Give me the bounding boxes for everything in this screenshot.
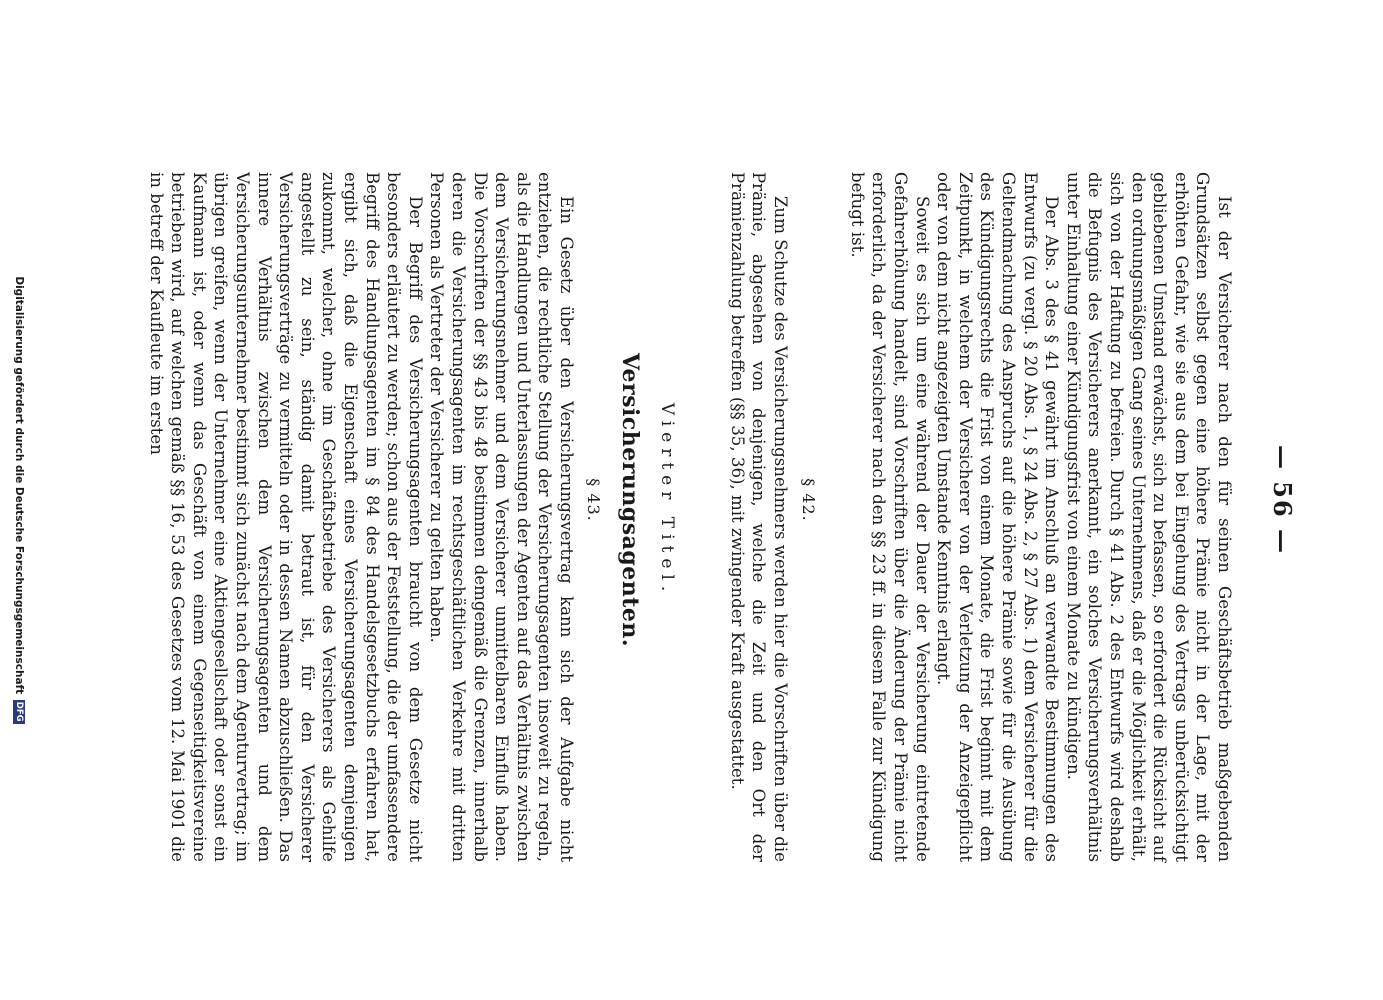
digitization-footer [13, 0, 25, 1000]
title-label: Vierter Titel. [657, 402, 677, 598]
dfg-logo: DFG [14, 701, 24, 722]
paragraph: Ist der Versicherer nach den für seinen Geschäftsbetrieb maßgebenden Grundsätzen selbst gegen eine höhere Prämie nicht in der Lage, mit der erhöhten Gefahr, wie sie aus dem bei Eingehung des Vertrags unberücksichtigt gebliebenen Umstand erwächst, sich zu befassen, so erfordert die Rücksicht auf den ordnungsmäßigen Gang seines Unternehmens, daß er die Möglichkeit erhält, sich von der Haftung zu befreien. Durch § 41 Abs. 2 des Entwurfs wird deshalb die Befugnis des Versicherers anerkannt, ein solches Versicherungsverhältnis unter Einhaltung einer Kündigungsfrist von einem Monate zu kündigen. [1063, 172, 1234, 862]
page-number: — 56 — [1268, 444, 1297, 556]
text-block-top [846, 172, 1235, 862]
text-block-middle [726, 172, 791, 862]
paragraph: Soweit es sich um eine während der Dauer der Versicherung eintretende Gefahrerhöhung handelt, sind Vorschriften über die Änderung der Prämie nicht erforderlich, da der Versicherer nach den §§ 23 ff. in diesem Falle zur Kündigung befugt ist. [847, 172, 932, 862]
paragraph: Der Begriff des Versicherungsagenten braucht von dem Gesetze nicht besonders erläutert zu werden; schon aus der Feststellung, die der umfassendere Begriff des Handlungsagenten im § 84 des Handelsgesetzbuchs erfahren hat, ergibt sich, daß die Eigenschaft eines Versicherungsagenten demjenigen zukommt, welcher, ohne im Geschäftsbetriebe des Versicherers als Gehilfe angestellt zu sein, ständig damit betraut ist, für den Versicherer Versicherungsverträge zu vermitteln oder in dessen Namen abzuschließen. Das innere Verhältnis zwischen dem Versicherungsagenten und dem Versicherungsunternehmer bestimmt sich zunächst nach dem Agenturvertrag; im übrigen greifen, wenn der Unternehmer eine Aktiengesellschaft oder sonst ein Kaufmann ist, oder wenn das Geschäft von einem Gegenseitigkeitsvereine betrieben wird, auf welchen gemäß §§ 16, 53 des Gesetzes vom 12. Mai 1901 die in betreff der Kaufleute im ersten [146, 172, 425, 862]
section-heading-43: § 43. [584, 478, 603, 522]
footer-text: Digitalisierung gefördert durch die Deutsche Forschungsgemeinschaft [13, 276, 25, 695]
paragraph: Der Abs. 3 des § 41 gewährt im Anschluß an verwandte Bestimmungen des Entwurfs (zu vergl. § 20 Abs. 1, § 24 Abs. 2, § 27 Abs. 1) dem Versicherer für die Geltendmachung des Anspruchs auf die höhere Prämie sowie für die Ausübung des Kündigungsrechts die Frist von einem Monate, die Frist beginnt mit dem Zeitpunkt, in welchem der Versicherer von der Verletzung der Anzeigepflicht oder von dem nicht angezeigten Umstande Kenntnis erlangt. [934, 172, 1062, 862]
paragraph: Zum Schutze des Versicherungsnehmers werden hier die Vorschriften über die Prämie, abgesehen von denjenigen, welche die Zeit und den Ort der Prämienzahlung betreffen (§§ 35, 36), mit zwingender Kraft ausgestattet. [727, 172, 790, 862]
text-block-bottom [145, 172, 577, 862]
paragraph: Ein Gesetz über den Versicherungsvertrag kann sich der Aufgabe nicht entziehen, die rechtliche Stellung der Versicherungsagenten insoweit zu regeln, als die Handlungen und Unterlassungen der Agenten auf das Verhältnis zwischen dem Versicherungsnehmer und dem Versicherer unmittelbaren Einfluß haben. Die Vorschriften der §§ 43 bis 48 bestimmen demgemäß die Grenzen, innerhalb deren die Versicherungsagenten im rechtsgeschäftlichen Verkehre mit dritten Personen als Vertreter der Versicherer zu gelten haben. [427, 172, 576, 862]
section-heading-42: § 42. [799, 478, 818, 522]
title-heading: Versicherungsagenten. [617, 352, 643, 648]
